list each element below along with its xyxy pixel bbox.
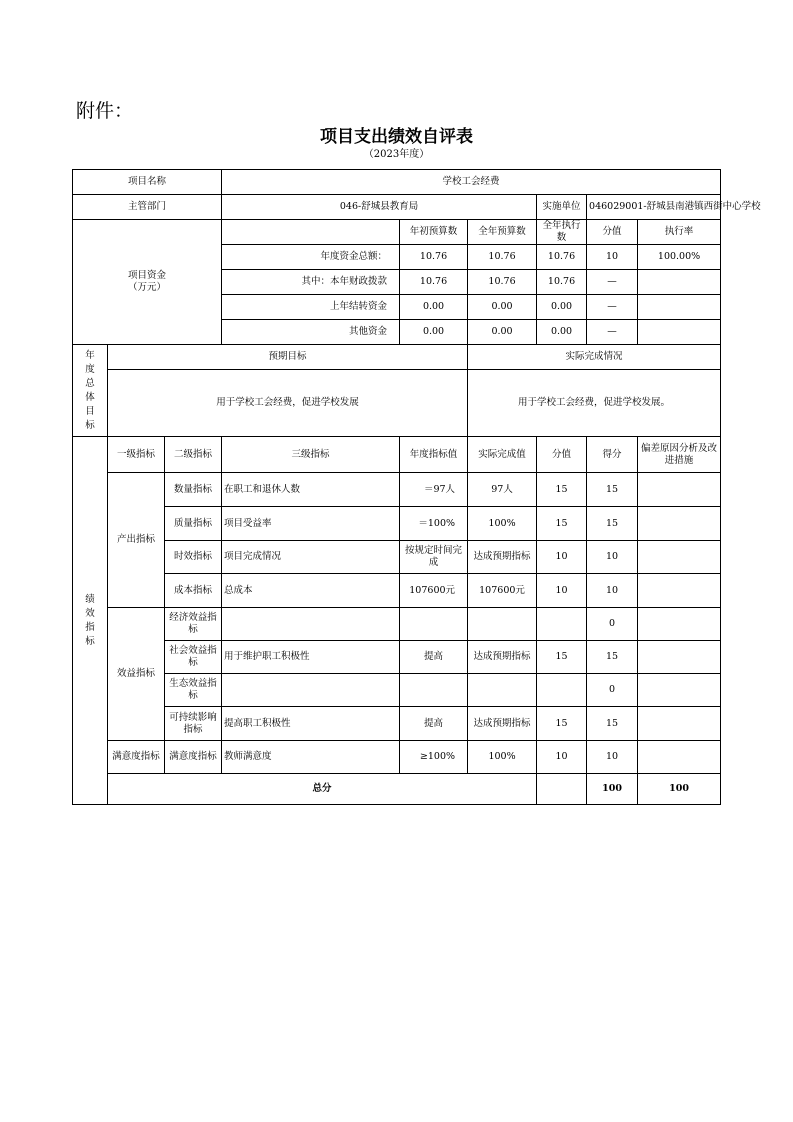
score-value-cell: 15: [537, 707, 587, 741]
actual-cell: 97人: [468, 473, 537, 507]
deviation-cell: [638, 608, 721, 641]
indicator-row: [73, 507, 721, 541]
department-row: [73, 195, 721, 220]
level3-cell: 用于维护职工积极性: [222, 641, 400, 674]
deviation-cell: [638, 473, 721, 507]
level2-cell: 质量指标: [165, 507, 222, 541]
score-value-cell: 10: [537, 541, 587, 574]
level3-cell: 提高职工积极性: [222, 707, 400, 741]
indicator-row: [73, 473, 721, 507]
indicator-row: [73, 707, 721, 741]
deviation-cell: [638, 541, 721, 574]
funds-executed: 0.00: [537, 295, 587, 320]
level3-cell: 在职工和退休人数: [222, 473, 400, 507]
deviation-cell: [638, 574, 721, 608]
indicator-row: [73, 541, 721, 574]
funds-executed: 10.76: [537, 270, 587, 295]
funds-row-label: 其他资金: [222, 320, 400, 345]
level3-cell: 项目完成情况: [222, 541, 400, 574]
expected-goal-header: 预期目标: [108, 345, 468, 370]
level2-cell: 时效指标: [165, 541, 222, 574]
funds-label-line2: （万元）: [128, 282, 167, 293]
funds-label: [73, 220, 222, 345]
target-cell: ≥100%: [400, 741, 468, 774]
indicator-row: [73, 741, 721, 774]
funds-row-label: 上年结转资金: [222, 295, 400, 320]
actual-cell: 达成预期指标: [468, 707, 537, 741]
score-value-cell: 15: [537, 507, 587, 541]
level3-cell: 教师满意度: [222, 741, 400, 774]
target-cell: ＝100%: [400, 507, 468, 541]
funds-label-line1: 项目资金: [128, 270, 167, 281]
funds-initial: 0.00: [400, 295, 468, 320]
performance-evaluation-table: [72, 169, 761, 805]
target-cell: 107600元: [400, 574, 468, 608]
target-cell: 提高: [400, 707, 468, 741]
level3-cell: [222, 608, 400, 641]
funds-annual: 10.76: [468, 245, 537, 270]
level2-cell: 生态效益指标: [165, 674, 222, 707]
funds-rate: [638, 295, 721, 320]
funds-score-value: 10: [587, 245, 638, 270]
deviation-cell: [638, 741, 721, 774]
funds-header-annual: 全年预算数: [468, 220, 537, 245]
attachment-label: 附件：: [76, 100, 134, 122]
funds-initial: 10.76: [400, 245, 468, 270]
target-cell: [400, 608, 468, 641]
score-cell: 15: [587, 641, 638, 674]
total-label: 总分: [108, 774, 537, 805]
expected-goal-text: 用于学校工会经费，促进学校发展: [108, 370, 468, 437]
funds-row-label: 其中：本年财政拨款: [222, 270, 400, 295]
actual-cell: 100%: [468, 741, 537, 774]
actual-cell: [468, 674, 537, 707]
target-cell: [400, 674, 468, 707]
level3-cell: 总成本: [222, 574, 400, 608]
funds-header-row: [73, 220, 721, 245]
page-title: 项目支出绩效自评表: [320, 127, 473, 147]
score-cell: 15: [587, 507, 638, 541]
level3-cell: 项目受益率: [222, 507, 400, 541]
actual-cell: [468, 608, 537, 641]
deviation-header: 偏差原因分析及改进措施: [638, 437, 721, 473]
actual-cell: 100%: [468, 507, 537, 541]
level2-cell: 成本指标: [165, 574, 222, 608]
indicator-row: [73, 608, 721, 641]
funds-rate: [638, 320, 721, 345]
implementing-unit-label: 实施单位: [537, 195, 587, 220]
score-header: 得分: [587, 437, 638, 473]
project-name-value: 学校工会经费: [222, 170, 721, 195]
score-value-cell: [537, 608, 587, 641]
level3-cell: [222, 674, 400, 707]
level2-cell: 可持续影响指标: [165, 707, 222, 741]
actual-completion-header: 实际完成情况: [468, 345, 721, 370]
total-row: [73, 774, 721, 805]
level2-cell: 社会效益指标: [165, 641, 222, 674]
actual-value-header: 实际完成值: [468, 437, 537, 473]
score-cell: 0: [587, 674, 638, 707]
score-cell: 10: [587, 574, 638, 608]
score-value-cell: 15: [537, 473, 587, 507]
performance-header-row: [73, 437, 721, 473]
score-value-header: 分值: [537, 437, 587, 473]
indicator-row: [73, 674, 721, 707]
funds-initial: 0.00: [400, 320, 468, 345]
target-cell: 提高: [400, 641, 468, 674]
funds-annual: 0.00: [468, 295, 537, 320]
benefit-indicators-label: 效益指标: [108, 608, 165, 741]
overall-goal-label: 年度总体目标: [73, 345, 108, 437]
score-value-cell: 10: [537, 574, 587, 608]
funds-score-value: —: [587, 320, 638, 345]
funds-rate: [638, 270, 721, 295]
funds-row-label: 年度资金总额：: [222, 245, 400, 270]
level2-cell: 经济效益指标: [165, 608, 222, 641]
level3-header: 三级指标: [222, 437, 400, 473]
score-value-cell: 10: [537, 741, 587, 774]
funds-annual: 0.00: [468, 320, 537, 345]
level2-header: 二级指标: [165, 437, 222, 473]
funds-header-score-value: 分值: [587, 220, 638, 245]
deviation-cell: [638, 507, 721, 541]
score-cell: 10: [587, 741, 638, 774]
score-value-cell: [537, 674, 587, 707]
funds-score-value: —: [587, 295, 638, 320]
target-cell: 按规定时间完成: [400, 541, 468, 574]
target-cell: ＝97人: [400, 473, 468, 507]
level2-cell: 数量指标: [165, 473, 222, 507]
annual-target-header: 年度指标值: [400, 437, 468, 473]
satisfaction-indicators-label: 满意度指标: [108, 741, 165, 774]
funds-executed: 0.00: [537, 320, 587, 345]
deviation-cell: [638, 641, 721, 674]
report-year: （2023年度）: [363, 149, 430, 160]
total-score: 100: [638, 774, 721, 805]
funds-score-value: —: [587, 270, 638, 295]
total-score-value: 100: [587, 774, 638, 805]
funds-header-initial: 年初预算数: [400, 220, 468, 245]
score-cell: 10: [587, 541, 638, 574]
funds-header-executed: 全年执行数: [537, 220, 587, 245]
deviation-cell: [638, 707, 721, 741]
total-actual: [537, 774, 587, 805]
actual-cell: 107600元: [468, 574, 537, 608]
implementing-unit-value: 046029001-舒城县南港镇西街中心学校: [587, 195, 721, 220]
overall-goal-header-row: [73, 345, 721, 370]
funds-header-blank: [222, 220, 400, 245]
department-label: 主管部门: [73, 195, 222, 220]
score-cell: 0: [587, 608, 638, 641]
funds-header-rate: 执行率: [638, 220, 721, 245]
funds-rate: 100.00%: [638, 245, 721, 270]
overall-goal-content-row: [73, 370, 721, 437]
actual-completion-text: 用于学校工会经费，促进学校发展。: [468, 370, 721, 437]
indicator-row: [73, 574, 721, 608]
project-name-row: [73, 170, 721, 195]
indicator-row: [73, 641, 721, 674]
score-cell: 15: [587, 473, 638, 507]
level1-header: 一级指标: [108, 437, 165, 473]
funds-initial: 10.76: [400, 270, 468, 295]
deviation-cell: [638, 674, 721, 707]
department-value: 046-舒城县教育局: [222, 195, 537, 220]
output-indicators-label: 产出指标: [108, 473, 165, 608]
actual-cell: 达成预期指标: [468, 641, 537, 674]
actual-cell: 达成预期指标: [468, 541, 537, 574]
score-cell: 15: [587, 707, 638, 741]
funds-annual: 10.76: [468, 270, 537, 295]
performance-indicators-label: 绩效指标: [73, 437, 108, 805]
project-name-label: 项目名称: [73, 170, 222, 195]
level2-cell: 满意度指标: [165, 741, 222, 774]
score-value-cell: 15: [537, 641, 587, 674]
funds-executed: 10.76: [537, 245, 587, 270]
